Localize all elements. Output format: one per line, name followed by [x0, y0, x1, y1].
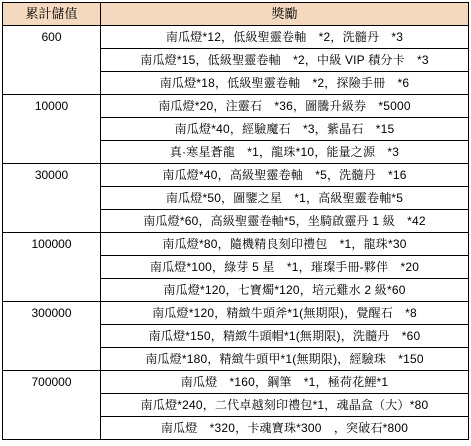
reward-cell: 南瓜燈*60，高級聖靈卷軸*5，坐騎啟靈丹 1 級 *42 — [101, 210, 469, 233]
reward-table-body — [3, 26, 469, 440]
reward-cell: 南瓜燈*120，精緻牛頭斧*1(無期限)，覺醒石 *8 — [101, 302, 469, 325]
tier-value-cell: 10000 — [3, 95, 101, 164]
tier-value-cell: 100000 — [3, 233, 101, 302]
reward-cell: 南瓜燈*80，隨機精良刻印禮包 *1，龍珠*30 — [101, 233, 469, 256]
reward-cell: 南瓜燈*40，高級聖靈卷軸 *5，洗髓丹 *16 — [101, 164, 469, 187]
reward-table — [2, 2, 469, 440]
reward-cell: 南瓜燈*50，圖鑒之星 *1，高級聖靈卷軸*5 — [101, 187, 469, 210]
reward-cell: 南瓜燈 *320，卡魂寶珠*300 ，突破石*800 — [101, 417, 469, 440]
tier-value-cell: 600 — [3, 26, 101, 95]
reward-cell: 南瓜燈*18，低級聖靈卷軸 *2，探險手冊 *6 — [101, 72, 469, 95]
table-row — [3, 233, 469, 256]
reward-cell: 南瓜燈*20，注靈石 *36，圖騰升級券 *5000 — [101, 95, 469, 118]
table-row — [3, 26, 469, 49]
reward-cell: 真·寒星蒼龍 *1，龍珠*10，能量之源 *3 — [101, 141, 469, 164]
reward-cell: 南瓜燈*40，經驗魔石 *3，紫晶石 *15 — [101, 118, 469, 141]
tier-value-cell: 300000 — [3, 302, 101, 371]
reward-cell: 南瓜燈*240，二代卓越刻印禮包*1，魂晶盒（大）*80 — [101, 394, 469, 417]
table-row — [3, 371, 469, 394]
table-row — [3, 95, 469, 118]
reward-cell: 南瓜燈*180，精緻牛頭甲*1(無期限)，經驗珠 *150 — [101, 348, 469, 371]
tier-value-cell: 700000 — [3, 371, 101, 440]
reward-cell: 南瓜燈*12，低級聖靈卷軸 *2，洗髓丹 *3 — [101, 26, 469, 49]
header-row — [3, 3, 469, 26]
table-row — [3, 164, 469, 187]
reward-cell: 南瓜燈*15，低級聖靈卷軸 *2，中級 VIP 積分卡 *3 — [101, 49, 469, 72]
reward-cell: 南瓜燈*150，精緻牛頭帽*1(無期限)，洗髓丹 *60 — [101, 325, 469, 348]
table-row — [3, 302, 469, 325]
reward-cell: 南瓜燈*100，綠芽 5 星 *1，璀璨手冊-夥伴 *20 — [101, 256, 469, 279]
reward-cell: 南瓜燈 *160，鋼筆 *1，極荷花鯉*1 — [101, 371, 469, 394]
header-rewards: 獎勵 — [101, 3, 469, 26]
tier-value-cell: 30000 — [3, 164, 101, 233]
reward-cell: 南瓜燈*120，七寶燭*120，培元雞水 2 級*60 — [101, 279, 469, 302]
header-cumulative-topup: 累計儲值 — [3, 3, 101, 26]
